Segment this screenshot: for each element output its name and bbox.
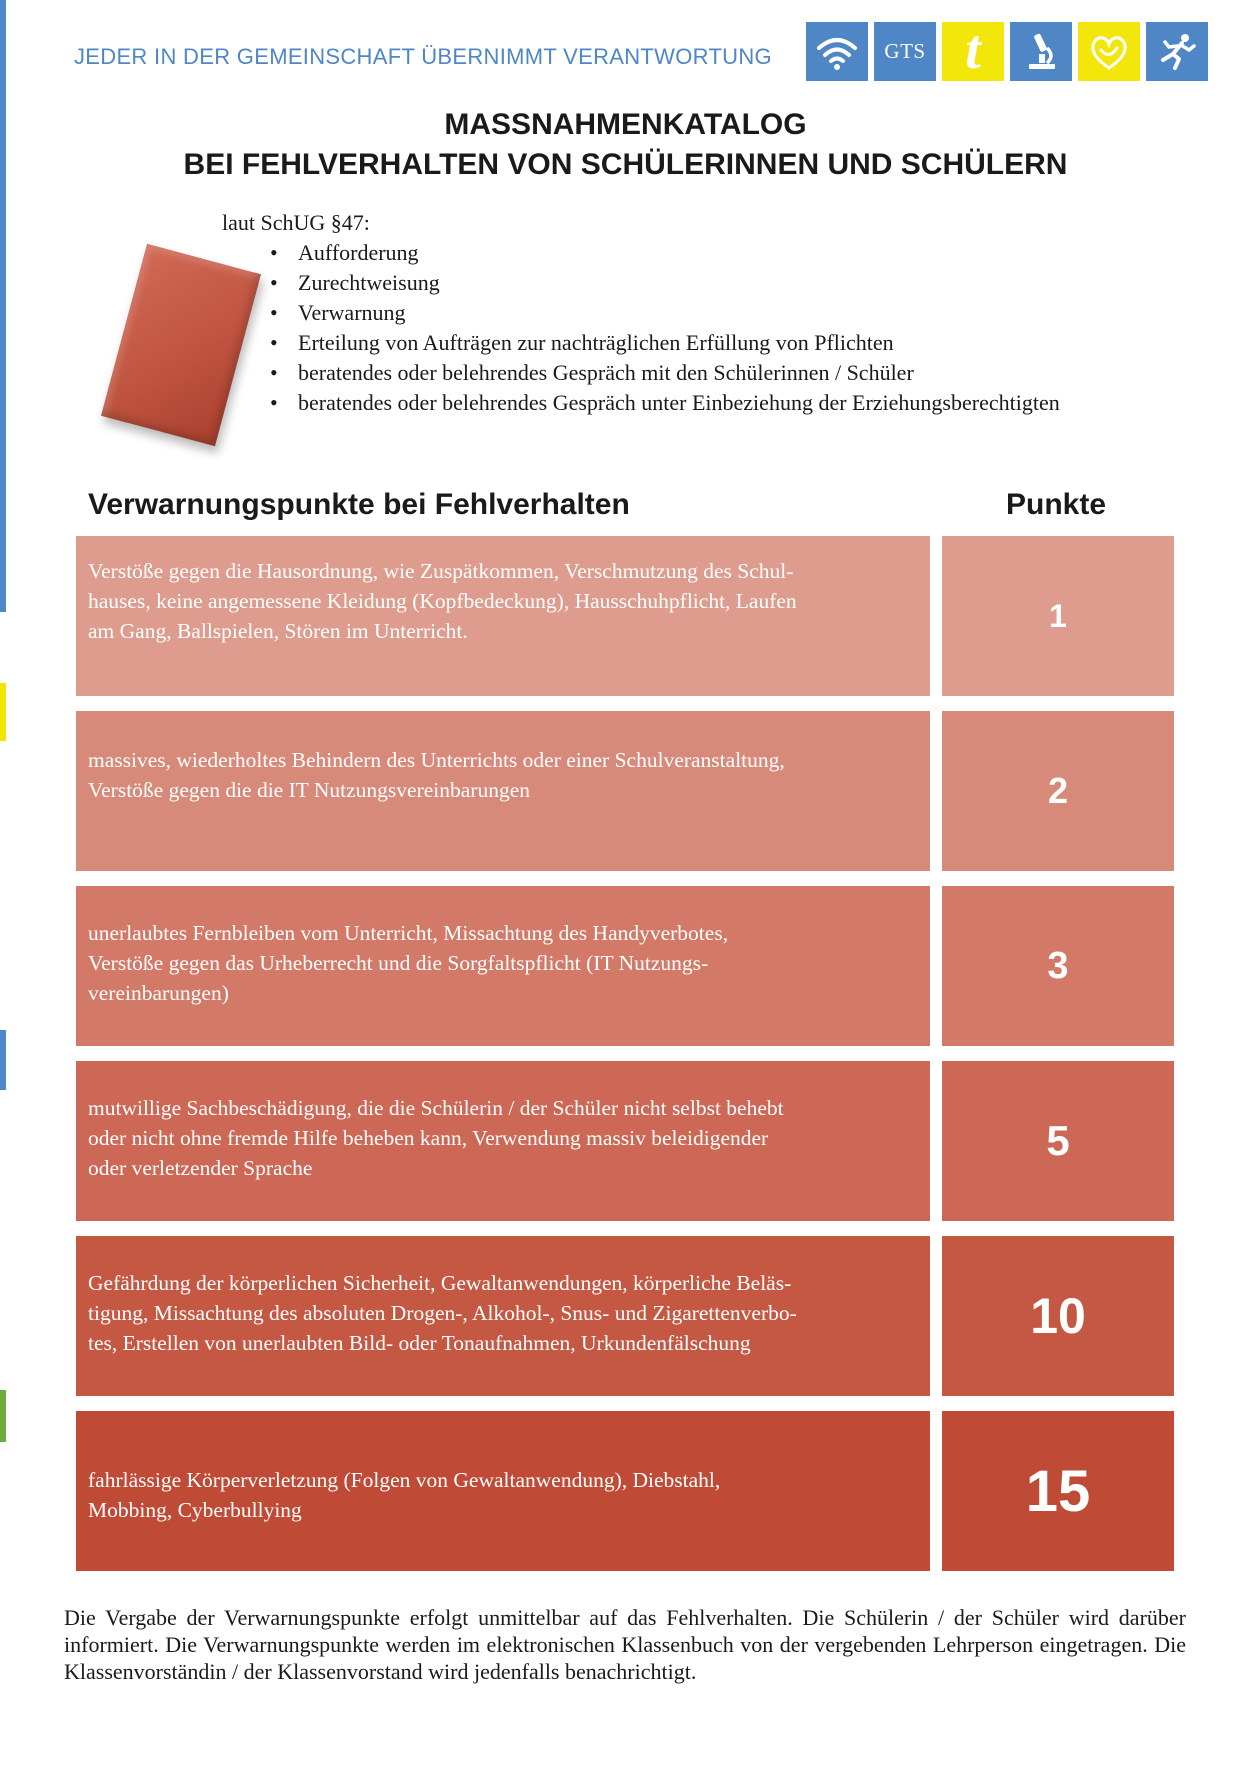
offense-line: massives, wiederholtes Behindern des Unterrichts oder einer Schulveranstaltung,: [88, 748, 785, 772]
header-icons: [806, 18, 1208, 81]
list-item: • Erteilung von Aufträgen zur nachträglichen Erfüllung von Pflichten: [270, 328, 1060, 358]
offense-description: [76, 711, 930, 871]
page-title: MASSNAHMENKATALOG: [444, 108, 807, 141]
table-header-offenses: Verwarnungspunkte bei Fehlverhalten: [88, 488, 630, 521]
slogan: JEDER IN DER GEMEINSCHAFT ÜBERNIMMT VERANTWORTUNG: [74, 44, 772, 69]
offense-line: vereinbarungen): [88, 981, 229, 1005]
offense-description: [76, 1411, 930, 1571]
offense-line: oder nicht ohne fremde Hilfe beheben kann, Verwendung massiv beleidigender: [88, 1126, 769, 1150]
edge-marker-green: [0, 1390, 6, 1442]
points-value: 3: [942, 886, 1174, 1046]
offense-line: am Gang, Ballspielen, Stören im Unterricht.: [88, 619, 468, 643]
offense-line: Verstöße gegen die die IT Nutzungsvereinbarungen: [88, 778, 530, 802]
list-item: • beratendes oder belehrendes Gespräch mit den Schülerinnen / Schüler: [270, 358, 1060, 388]
gts-icon: [874, 22, 936, 81]
offense-line: Verstöße gegen das Urheberrecht und die Sorgfaltspflicht (IT Nutzungs-: [88, 951, 709, 975]
edge-marker-yellow: [0, 683, 6, 741]
offense-line: tigung, Missachtung des absoluten Drogen-, Alkohol-, Snus- und Zigarettenverbo-: [88, 1301, 797, 1325]
offense-description: [76, 536, 930, 696]
points-value: 10: [942, 1236, 1174, 1396]
offense-line: fahrlässige Körperverletzung (Folgen von Gewaltanwendung), Diebstahl,: [88, 1468, 721, 1492]
t-icon: [942, 18, 1004, 81]
offense-description: [76, 1061, 930, 1221]
heart-icon: [1078, 22, 1140, 81]
offense-line: oder verletzender Sprache: [88, 1156, 313, 1180]
points-value: 1: [942, 536, 1174, 696]
list-item: • Verwarnung: [270, 298, 1060, 328]
t-label: t: [965, 18, 981, 81]
points-value: 15: [942, 1411, 1174, 1571]
list-item: • beratendes oder belehrendes Gespräch unter Einbeziehung der Erziehungsberechtigten: [270, 388, 1060, 418]
offense-description: [76, 1236, 930, 1396]
measures-list: [270, 238, 1060, 418]
edge-marker-blue: [0, 0, 6, 612]
offense-line: hauses, keine angemessene Kleidung (Kopfbedeckung), Hausschuhpflicht, Laufen: [88, 589, 797, 613]
offense-line: mutwillige Sachbeschädigung, die die Schülerin / der Schüler nicht selbst behebt: [88, 1096, 784, 1120]
intro-label: laut SchUG §47:: [222, 210, 370, 235]
page-subtitle: BEI FEHLVERHALTEN VON SCHÜLERINNEN UND SCHÜLERN: [183, 148, 1068, 181]
gts-label: GTS: [884, 39, 926, 63]
runner-icon: [1146, 22, 1208, 81]
footer-note: Die Vergabe der Verwarnungspunkte erfolgt unmittelbar auf das Fehlverhalten. Die Schülerin / der Schüler wird darüber informiert. Die Verwarnungspunkte werden im elektronischen Klassenbuch von der vergebenden Lehrperson eingetragen. Die Klassenvorständin / der Klassenvorstand wird jedenfalls benachrichtigt.: [64, 1605, 1186, 1684]
list-item: • Zurechtweisung: [270, 268, 1060, 298]
table-header-points: Punkte: [1006, 488, 1107, 521]
wifi-icon: [806, 22, 868, 81]
list-item: • Aufforderung: [270, 238, 1060, 268]
microscope-icon: [1010, 22, 1072, 81]
offense-line: Gefährdung der körperlichen Sicherheit, Gewaltanwendungen, körperliche Beläs-: [88, 1271, 792, 1295]
edge-marker-blue: [0, 1030, 6, 1090]
offense-line: tes, Erstellen von unerlaubten Bild- oder Tonaufnahmen, Urkundenfälschung: [88, 1331, 751, 1355]
points-value: 2: [942, 711, 1174, 871]
offense-description: [76, 886, 930, 1046]
points-value: 5: [942, 1061, 1174, 1221]
offense-line: Verstöße gegen die Hausordnung, wie Zuspätkommen, Verschmutzung des Schul-: [88, 559, 794, 583]
offense-line: Mobbing, Cyberbullying: [88, 1498, 302, 1522]
offense-line: unerlaubtes Fernbleiben vom Unterricht, Missachtung des Handyverbotes,: [88, 921, 729, 945]
red-card-image: [101, 244, 261, 446]
